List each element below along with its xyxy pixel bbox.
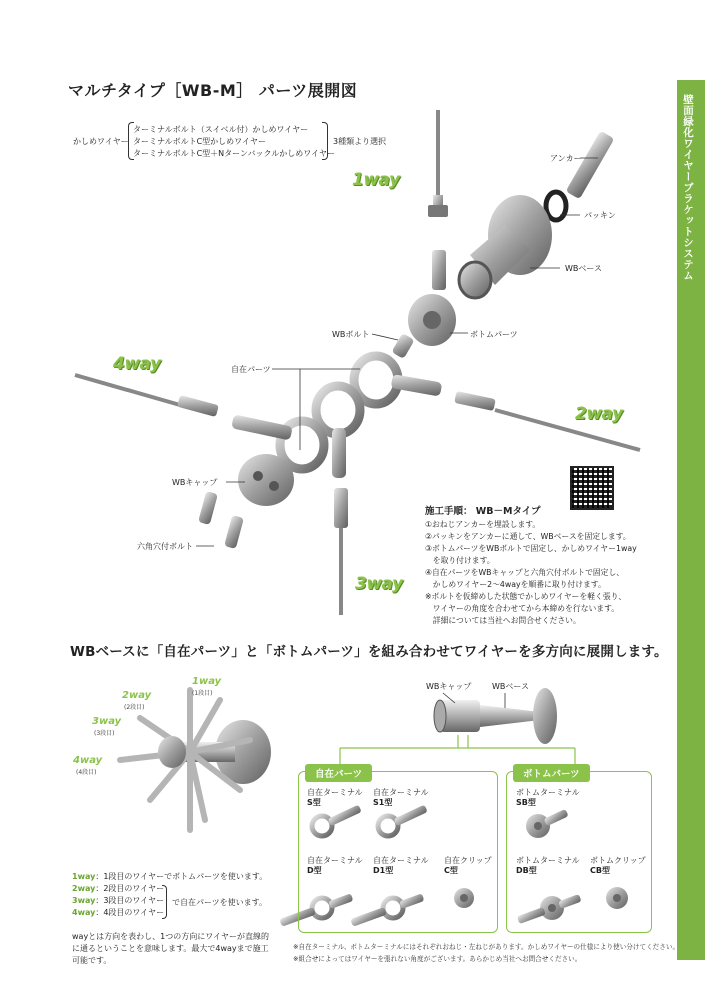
bottom-parts-label: ボトムパーツ [470,330,518,339]
wb-cap-icon [238,454,294,506]
legend-jizai-note: で自在パーツを使います。 [172,898,268,907]
part-item-name: 自在ターミナル [307,856,363,865]
diagram-way-label: 1way [192,676,222,687]
part-item-type: DB型 [516,866,537,875]
wb-cap-label: WBキャップ [172,478,218,487]
page-title: マルチタイプ［WB-M］ パーツ展開図 [68,81,358,100]
part-item-name: ボトムターミナル [516,856,580,865]
legend-text: ：2段目のワイヤー [95,884,165,893]
step-line: ④自在パーツをWBキャップと六角穴付ボルトで固定し、 [425,568,625,577]
assembly-cap-label: WBキャップ [426,682,472,691]
step-line: ①おねじアンカーを埋設します。 [425,520,541,529]
packing-label: パッキン [584,211,616,220]
way-note: wayとは方向を表わし、1つの方向にワイヤーが直線的に通るということを意味します。最大で4wayまで施工可能です。 [72,932,270,965]
part-item [307,788,363,808]
wire-option: ターミナルボルト（スイベル付）かしめワイヤー [133,125,309,134]
part-item-name: 自在ターミナル [373,788,429,797]
way-legend [72,871,267,919]
part-item [373,788,429,808]
step-line: を取り付けます。 [425,556,495,565]
steps-title: 施工手順： WB－Mタイプ [425,506,541,517]
side-tab-label: 壁面緑化ワイヤーブラケットシステム [682,94,694,281]
part-item [590,856,646,876]
step-line: かしめワイヤー2～4wayを順番に取り付けます。 [425,580,606,589]
wire-4way [75,375,219,417]
legend-row [72,907,267,919]
hex-bolt-label: 六角穴付ボルト [137,542,193,551]
step-line: ③ボトムパーツをWBボルトで固定し、かしめワイヤー1way [425,544,637,553]
bottom-group-tag: ボトムパーツ [513,764,590,782]
part-item-name: 自在ターミナル [373,856,429,865]
bottom-parts-icon [408,294,456,346]
legend-way: 1way [72,872,96,881]
part-item-type: C型 [444,866,458,875]
wb-bolt-icon [391,333,414,359]
legend-brace [162,885,167,919]
way-3-label: 3way [355,574,403,594]
part-item [444,856,492,876]
install-steps [425,503,675,627]
legend-text: ：4段目のワイヤー [95,908,165,917]
wb-bolt-label: WBボルト [332,330,370,339]
diagram-way-sub: (3段目) [94,730,115,737]
part-item-type: D型 [307,866,322,875]
step-line: ②パッキンをアンカーに通して、WBベースを固定します。 [425,532,631,541]
wb-base-label: WBベース [565,264,602,273]
legend-way: 2way [72,884,96,893]
part-item-name: ボトムターミナル [516,788,580,797]
part-item-name: 自在ターミナル [307,788,363,797]
assembly-icon [434,688,557,744]
footnote: ※自在ターミナル、ボトムターミナルにはそれぞれおねじ・左ねじがあります。かしめワイヤーの仕様により使い分けてください。 [293,943,680,951]
step-line: ワイヤーの角度を合わせてから本締めを行ないます。 [425,604,620,613]
diagram-way-sub: (2段目) [124,704,145,711]
part-item-type: CB型 [590,866,610,875]
legend-row [72,883,267,895]
part-item [373,856,429,876]
part-item-type: D1型 [373,866,394,875]
part-item [516,856,580,876]
part-item-name: ボトムクリップ [590,856,646,865]
multiway-diagram [120,690,271,830]
part-item [307,856,363,876]
diagram-way-sub: (4段目) [76,769,97,776]
hex-bolt-icon [198,491,244,549]
jizai-parts-label: 自在パーツ [231,365,271,374]
wb-base-icon [459,195,552,298]
assembly-base-label: WBベース [492,682,529,691]
jizai-group-tag: 自在パーツ [305,764,372,782]
choose-note: 3種類より選択 [333,137,387,146]
legend-row [72,871,267,883]
wire-label: かしめワイヤー [73,137,129,146]
footnote: ※組合せによってはワイヤーを張れない角度がございます。あらかじめ当社へお問合せください。 [293,955,582,963]
wire-1way-top [428,110,448,290]
packing-icon [546,192,566,220]
wire-option: ターミナルボルトC型かしめワイヤー [133,137,266,146]
diagram-way-sub: (1段目) [192,690,213,697]
part-item-type: SB型 [516,798,536,807]
legend-text: ：3段目のワイヤー [95,896,165,905]
step-line: 詳細については当社へお問合せください。 [425,616,581,625]
diagram-way-label: 4way [73,755,103,766]
part-item-type: S1型 [373,798,393,807]
legend-way: 4way [72,908,96,917]
part-item-name: 自在クリップ [444,856,492,865]
way-2-label: 2way [575,404,623,424]
wire-option: ターミナルボルトC型＋Nターンバックルかしめワイヤー [133,149,335,158]
way-4-label: 4way [113,354,161,374]
anchor-icon [566,131,615,200]
diagram-way-label: 2way [122,690,152,701]
way-1-label: 1way [352,170,400,190]
part-item [516,788,580,808]
legend-text: ：1段目のワイヤーでボトムパーツを使います。 [95,872,268,881]
part-item-type: S型 [307,798,321,807]
diagram-way-label: 3way [92,716,122,727]
legend-way: 3way [72,896,96,905]
step-line: ※ボルトを仮締めした状態でかしめワイヤーを軽く張り、 [425,592,627,601]
wire-3way [334,488,348,615]
anchor-label: アンカー [550,154,582,163]
section-headline: WBベースに「自在パーツ」と「ボトムパーツ」を組み合わせてワイヤーを多方向に展開します。 [70,644,668,660]
